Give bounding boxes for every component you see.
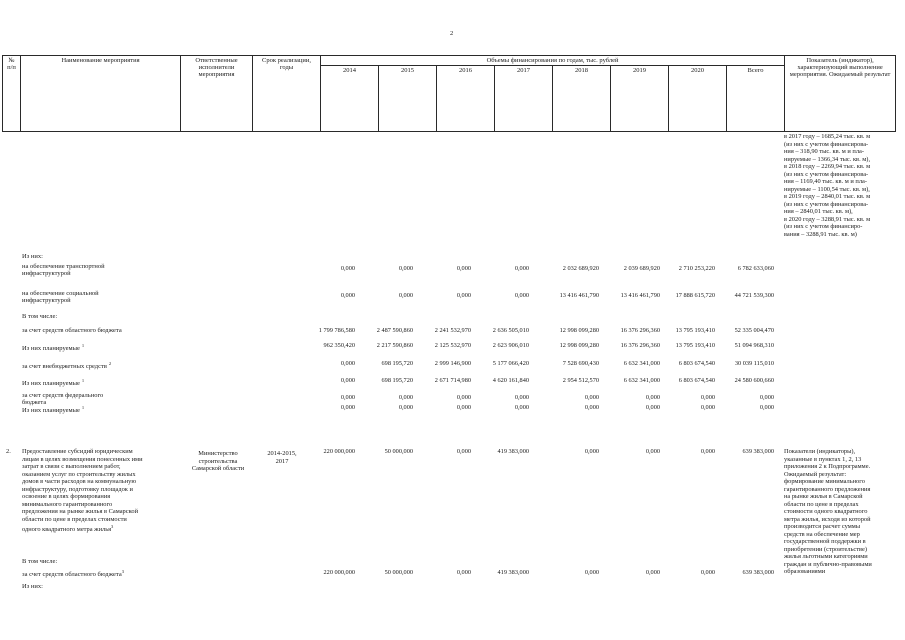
row-label: В том числе: xyxy=(22,313,58,320)
item-2-indicator xyxy=(784,448,872,576)
indicator-line: ния – 2840,01 тыс. кв. м), xyxy=(784,208,853,215)
item-2-responsible xyxy=(186,450,250,473)
header-funding: Объемы финансирования по годам, тыс. рублей xyxy=(321,56,785,66)
row-value: 7 528 690,430 xyxy=(562,360,599,367)
item-2-name-line: освоение в целях формирования xyxy=(22,493,111,500)
row-value: 0,000 xyxy=(645,394,660,401)
item-2-indicator-line: метра жилья, исходя из которой xyxy=(784,515,871,523)
row-value: 2 623 906,010 xyxy=(492,342,529,349)
row-value: 0,000 xyxy=(340,265,355,272)
row-value: 0,000 xyxy=(456,265,471,272)
item-2-name-line: минимального гарантированного xyxy=(22,500,113,508)
page-number: 2 xyxy=(450,30,454,37)
row-value: 2 954 512,570 xyxy=(562,377,599,384)
header-no: № п/п xyxy=(3,56,21,132)
item-2-regional-value: 220 000,000 xyxy=(323,569,355,576)
row-value: 962 350,420 xyxy=(323,342,355,349)
row-value: 0,000 xyxy=(456,394,471,401)
item-2-of-them: Из них: xyxy=(22,583,43,590)
header-year: 2020 xyxy=(669,66,727,132)
row-value: 6 632 341,000 xyxy=(623,377,660,384)
row-value: 0,000 xyxy=(340,404,355,411)
item-2-indicator-line: приобретении (строительстве) xyxy=(784,545,867,553)
item-2-indicator-line: гарантированного предложения xyxy=(784,485,871,493)
row-value: 2 636 505,010 xyxy=(492,327,529,334)
indicator-line: в 2020 году – 3288,91 тыс. кв. м xyxy=(784,215,871,223)
row-value: 0,000 xyxy=(514,265,529,272)
row-value: 6 782 633,060 xyxy=(737,265,774,272)
header-term: Срок реализации, годы xyxy=(253,56,321,132)
row-value: 17 888 615,720 xyxy=(675,292,715,299)
item-2-indicator-line: на рынке жилья в Самарской xyxy=(784,493,863,500)
indicator-line: нируемые – 1366,34 тыс. кв. м), xyxy=(784,155,871,163)
item-2-indicator-line: граждан и публично-правовыми xyxy=(784,560,872,568)
row-value: 16 376 296,360 xyxy=(620,327,660,334)
row-value: 0,000 xyxy=(584,394,599,401)
row-value: 52 335 004,470 xyxy=(734,327,774,334)
item-2-indicator-line: жилья льготными категориями xyxy=(784,553,868,560)
row-value: 2 710 253,220 xyxy=(678,265,715,272)
row-value: 0,000 xyxy=(700,394,715,401)
item-2-sublabel: В том числе: xyxy=(22,558,58,565)
header-year: 2019 xyxy=(611,66,669,132)
indicator-line: (из них с учетом финансирова- xyxy=(784,170,869,178)
row-value: 2 039 689,920 xyxy=(623,265,660,272)
row-value: 16 376 296,360 xyxy=(620,342,660,349)
item-2-indicator-line: производится расчет суммы xyxy=(784,523,861,530)
row-value: 2 032 689,920 xyxy=(562,265,599,272)
header-year: 2018 xyxy=(553,66,611,132)
item-2-regional-value: 0,000 xyxy=(645,569,660,576)
row-value: 2 999 146,900 xyxy=(434,360,471,367)
header-indicator: Показатель (индикатор), характеризующий выполнение мероприятия. Ожидаемый результат xyxy=(785,56,896,132)
row-value: 2 671 714,980 xyxy=(434,377,471,384)
row-value: 0,000 xyxy=(645,404,660,411)
header-responsible: Ответственные исполнители мероприятия xyxy=(181,56,253,132)
row-value: 0,000 xyxy=(456,404,471,411)
row-value: 0,000 xyxy=(700,404,715,411)
item-2-indicator-line: Показатели (индикаторы), xyxy=(784,448,856,455)
row-value: 6 803 674,540 xyxy=(678,377,715,384)
row-value: 30 039 115,010 xyxy=(734,360,774,367)
row-value: 13 795 193,410 xyxy=(675,327,715,334)
row-value: 0,000 xyxy=(398,394,413,401)
item-2-value: 639 383,000 xyxy=(742,448,774,455)
row-value: 24 580 600,660 xyxy=(734,377,774,384)
indicator-line: (из них с учетом финансиро- xyxy=(784,223,863,230)
item-2-indicator-line: области по цене в пределах xyxy=(784,500,859,508)
indicator-line: ния – 1169,40 тыс. кв. м и пла- xyxy=(784,178,867,185)
table-header xyxy=(2,55,896,132)
row-label: за счет средств федерального бюджета xyxy=(22,392,104,407)
item-2-name-line: предложения на рынке жилья в Самарской xyxy=(22,508,138,515)
item-2-indicator-line: государственной поддержки в xyxy=(784,538,866,545)
header-year: 2017 xyxy=(495,66,553,132)
item-2-value: 419 383,000 xyxy=(497,448,529,455)
item-2-responsible-line: строительства xyxy=(198,457,238,465)
row-value: 12 998 099,280 xyxy=(559,342,599,349)
row-label: за счет средств областного бюджета xyxy=(22,327,122,334)
indicator-line: (из них с учетом финансирова- xyxy=(784,200,869,208)
row-value: 2 125 532,970 xyxy=(434,342,471,349)
header-year: 2015 xyxy=(379,66,437,132)
item-2-regional-value: 419 383,000 xyxy=(497,569,529,576)
row-value: 51 094 968,310 xyxy=(734,342,774,349)
row-value: 0,000 xyxy=(456,292,471,299)
item-2-value: 0,000 xyxy=(584,448,599,455)
row-label: Из них планируемые $^1$ xyxy=(22,343,85,353)
row-value: 5 177 066,420 xyxy=(492,360,529,367)
item-2-regional-value: 0,000 xyxy=(700,569,715,576)
row-value: 0,000 xyxy=(340,394,355,401)
item-2-indicator-line: указанные в пунктах 1, 2, 13 xyxy=(784,455,862,463)
item-2-name-line: инфраструктуру, подготовку площадок и xyxy=(22,485,133,493)
row-value: 2 241 532,970 xyxy=(434,327,471,334)
item-2-value: 50 000,000 xyxy=(384,448,413,455)
item-2-indicator-line: образованиями xyxy=(784,568,826,575)
row-value: 698 195,720 xyxy=(381,377,413,384)
item-2-indicator-line: стоимости одного квадратного xyxy=(784,508,868,515)
item-2-name-line: домов в части расходов на коммунальную xyxy=(22,478,137,485)
row-value: 0,000 xyxy=(340,360,355,367)
item-2-value: 220 000,000 xyxy=(323,448,355,455)
header-name: Наименование мероприятия xyxy=(21,56,181,132)
header-year: 2014 xyxy=(321,66,379,132)
item-2-name-line: оказанием услуг по строительству жилых xyxy=(22,470,136,478)
row-value: 698 195,720 xyxy=(381,360,413,367)
item-2-indicator-line: приложения 2 к Подпрограмме. xyxy=(784,463,871,470)
row-value: 0,000 xyxy=(398,404,413,411)
indicator-line: нируемые – 1100,54 тыс. кв. м), xyxy=(784,185,870,193)
header-year: 2016 xyxy=(437,66,495,132)
item-2-name-line: Предоставление субсидий юридическим xyxy=(22,448,133,455)
header-total: Всего xyxy=(727,66,785,132)
item-2-regional-value: 0,000 xyxy=(456,569,471,576)
row-value: 0,000 xyxy=(398,265,413,272)
row-label: Из них планируемые $^1$ xyxy=(22,378,85,388)
item-2-responsible-line: Министерство xyxy=(198,450,238,457)
item-2-indicator-line: Ожидаемый результат: xyxy=(784,470,847,478)
item-2-regional-value: 639 383,000 xyxy=(742,569,774,576)
row-label: Из них: xyxy=(22,253,43,260)
indicator-line: в 2019 году – 2840,01 тыс. кв. м xyxy=(784,193,871,200)
indicator-line: вания – 3288,91 тыс. кв. м) xyxy=(784,230,857,238)
row-value: 0,000 xyxy=(514,394,529,401)
row-label: на обеспечение социальной инфраструктурой xyxy=(22,290,99,305)
item-2-term-line: 2014-2015, xyxy=(267,450,297,457)
row-label: за счет внебюджетных средств $^2$ xyxy=(22,361,112,371)
item-2-name-line: области по цене в пределах стоимости xyxy=(22,515,127,523)
indicator-line: в 2018 году – 2269,94 тыс. кв. м xyxy=(784,163,871,170)
row-value: 0,000 xyxy=(514,404,529,411)
row-value: 0,000 xyxy=(514,292,529,299)
indicator-line: в 2017 году – 1685,24 тыс. кв. м xyxy=(784,133,871,140)
item-2-responsible-line: Самарской области xyxy=(191,465,245,472)
indicator-continuation xyxy=(784,133,870,238)
row-value: 44 721 539,300 xyxy=(734,292,774,299)
indicator-line: (из них с учетом финансирова- xyxy=(784,140,869,148)
item-2-term xyxy=(252,450,312,465)
row-value: 0,000 xyxy=(340,377,355,384)
row-label: Из них планируемые $^1$ xyxy=(22,405,85,415)
item-2-name-line: затрат в связи с выполнением работ, xyxy=(22,463,121,470)
item-2-name xyxy=(22,448,143,534)
item-2-indicator-line: средств на обеспечение мер xyxy=(784,530,860,538)
item-2-regional-value: 50 000,000 xyxy=(384,569,413,576)
row-value: 2 217 590,860 xyxy=(376,342,413,349)
item-2-value: 0,000 xyxy=(456,448,471,455)
row-value: 2 487 590,860 xyxy=(376,327,413,334)
item-2-regional-value: 0,000 xyxy=(584,569,599,576)
row-value: 1 799 786,580 xyxy=(318,327,355,334)
item-2-name-line: лицам в целях возмещения понесенных ими xyxy=(22,455,143,463)
indicator-line: ния – 318,90 тыс. кв. м и пла- xyxy=(784,148,865,155)
row-value: 0,000 xyxy=(398,292,413,299)
item-2-regional-label: за счет средств областного бюджета$^3$ xyxy=(22,569,124,579)
row-value: 0,000 xyxy=(340,292,355,299)
row-value: 13 416 461,790 xyxy=(620,292,660,299)
row-value: 12 998 099,280 xyxy=(559,327,599,334)
item-2-value: 0,000 xyxy=(645,448,660,455)
item-2-term-line: 2017 xyxy=(275,457,289,465)
row-value: 13 795 193,410 xyxy=(675,342,715,349)
item-2-indicator-line: формирование минимального xyxy=(784,478,865,485)
row-value: 0,000 xyxy=(759,394,774,401)
row-value: 13 416 461,790 xyxy=(559,292,599,299)
row-value: 6 803 674,540 xyxy=(678,360,715,367)
item-2-number: 2. xyxy=(6,448,11,455)
item-2-name-line: одного квадратного метра жилья$^3$ xyxy=(22,524,114,534)
row-value: 0,000 xyxy=(584,404,599,411)
row-label: на обеспечение транспортной инфраструктурой xyxy=(22,263,105,278)
item-2-value: 0,000 xyxy=(700,448,715,455)
row-value: 0,000 xyxy=(759,404,774,411)
row-value: 6 632 341,000 xyxy=(623,360,660,367)
row-value: 4 620 161,840 xyxy=(492,377,529,384)
